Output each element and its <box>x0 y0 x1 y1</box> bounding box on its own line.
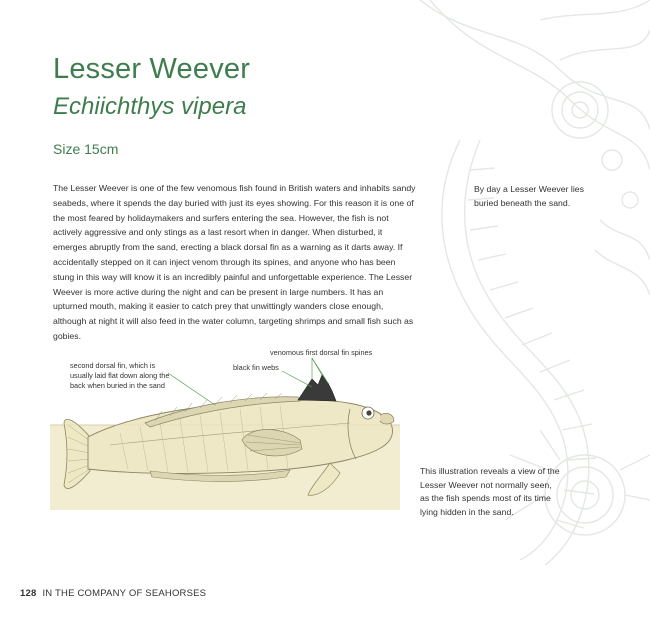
first-dorsal-fin <box>298 375 336 401</box>
species-latin-name: Echiichthys vipera <box>53 93 247 120</box>
book-title: IN THE COMPANY OF SEAHORSES <box>42 588 207 599</box>
species-description: The Lesser Weever is one of the few venomous fish found in British waters and inhabits sandy seabeds, where it spends the day buried with just its eyes showing. For this reason it is one of the most feared by holidaymakers and surfers entering the sea. However, the fish is not actively aggressive and only stings as a last resort when in danger. When disturbed, it emerges abruptly from the sand, erecting a black dorsal fin as a warning as it darts away. If accidentally stepped on it can inject venom through its spines, and anyone who has been stung in this way will know it is an incredibly painful and unforgettable experience. The Lesser Weever is more active during the night and can be present in large numbers. It has an upturned mouth, making it easier to catch prey that unwittingly wanders close enough, although at night it will also feed in the water column, targeting shrimps and small fish such as gobies. <box>53 183 416 341</box>
label-venomous-spines: venomous first dorsal fin spines <box>270 348 373 357</box>
page-footer <box>20 588 206 599</box>
mouth <box>380 413 394 424</box>
species-common-name: Lesser Weever <box>53 53 251 85</box>
label-second-dorsal-fin: second dorsal fin, which is usually laid flat down along the back when buried in the sand <box>70 361 170 390</box>
label-black-fin-webs: black fin webs <box>233 363 279 372</box>
leader-second-dorsal <box>168 373 215 405</box>
page-number: 128 <box>20 588 37 599</box>
side-note: By day a Lesser Weever lies buried beneath the sand. <box>474 184 584 208</box>
illustration-caption: This illustration reveals a view of the Lesser Weever not normally seen, as the fish spends most of its time lying hidden in the sand. <box>420 466 560 517</box>
species-size: Size 15cm <box>53 141 119 157</box>
leader-webs <box>282 371 312 387</box>
